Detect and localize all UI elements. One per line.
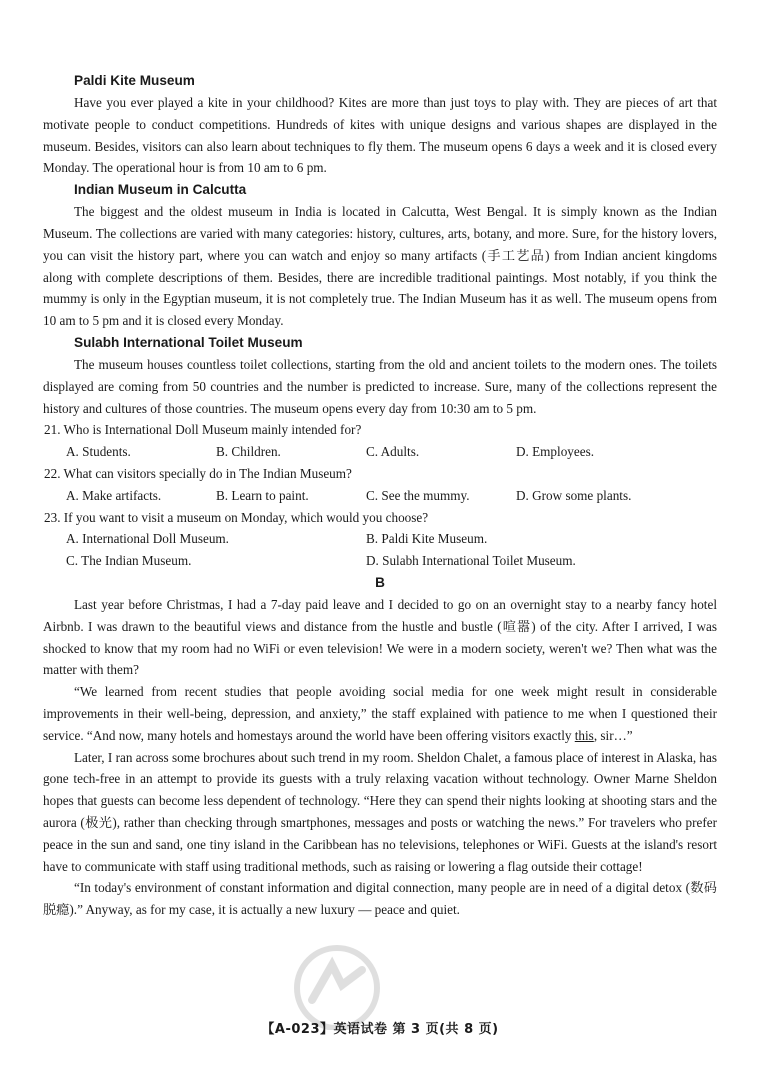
page-content [43,70,717,921]
question-22: 22. What can visitors specially do in The Indian Museum? [44,465,352,481]
option-22-c[interactable]: C. See the mummy. [366,487,470,503]
option-23-d[interactable]: D. Sulabh International Toilet Museum. [366,553,576,569]
option-22-d[interactable]: D. Grow some plants. [516,487,632,503]
page-footer: 【A-023】英语试卷 第 3 页(共 8 页) [261,1022,499,1037]
option-22-a[interactable]: A. Make artifacts. [66,487,162,503]
option-22-b[interactable]: B. Learn to paint. [216,487,309,503]
section-title-indian-museum: Indian Museum in Calcutta [74,182,247,198]
passage-b-label: B [375,574,385,590]
question-22-options [43,485,717,507]
option-21-a[interactable]: A. Students. [66,444,131,460]
question-21-options [43,441,717,463]
question-23-options-row1 [43,528,717,550]
option-23-b[interactable]: B. Paldi Kite Museum. [366,531,488,547]
section-title-paldi: Paldi Kite Museum [74,73,195,88]
option-21-b[interactable]: B. Children. [216,444,281,460]
section-text-paldi: Have you ever played a kite in your childhood? Kites are more than just toys to play with. They are pieces of art that motivate people to conduct competitions. Hundreds of kites with unique designs and various shapes are displayed in the museum. Besides, visitors can also learn about techniques to fly them. The museum opens 6 days a week and it is closed every Monday. The operational hour is from 10 am to 6 pm. [43,95,717,176]
section-title-toilet-museum: Sulabh International Toilet Museum [74,334,303,350]
option-21-c[interactable]: C. Adults. [366,444,420,460]
underlined-word: this [574,727,594,743]
passage-b-paragraph-1: Last year before Christmas, I had a 7-day paid leave and I decided to go on an overnight stay to a nearby fancy hotel Airbnb. I was drawn to the beautiful views and distance from the hustle and bustle (喧嚣) of the city. After I arrived, I was shocked to know that my room had no WiFi or even television! We were in a modern society, weren't we? Then what was the matter with them? [43,596,717,678]
passage-b-paragraph-2-tail: , sir…” [593,727,633,743]
option-23-c[interactable]: C. The Indian Museum. [66,553,192,569]
passage-b-paragraph-2 [43,681,717,746]
question-23-options-row2 [43,550,717,572]
passage-b-paragraph-4: “In today's environment of constant information and digital connection, many people are in need of a digital detox (数码脱瘾).” Anyway, as for my case, it is actually a new luxury — peace and quiet. [43,880,717,918]
option-23-a[interactable]: A. International Doll Museum. [66,531,229,547]
watermark-logo-icon [272,940,402,1030]
question-23: 23. If you want to visit a museum on Monday, which would you choose? [44,509,429,525]
passage-b-paragraph-2-body: “We learned from recent studies that people avoiding social media for one week might result in considerable improvements in their well-being, depression, and anxiety,” the staff explained with patience to me when I questioned their service. “And now, many hotels and homestays around the world have been offering visitors exactly [43,684,717,743]
question-21: 21. Who is International Doll Museum mainly intended for? [44,422,362,438]
passage-b-paragraph-3: Later, I ran across some brochures about such trend in my room. Sheldon Chalet, a famous place of interest in Alaska, has gone tech-free in an attempt to provide its guests with a truly relaxing vacation without technology. Owner Marne Sheldon hopes that guests can become less dependent of technology. “Here they can spend their nights looking at shooting stars and the aurora (极光), rather than checking through smartphones, messages and posts or watching the news.” For travelers who prefer peace in the sun and sand, one tiny island in the Caribbean has no televisions, telephones or WiFi. Guests at the island's resort have to communicate with staff using traditional methods, such as raising or lowering a flag outside their cottage! [43,749,717,874]
section-text-toilet-museum: The museum houses countless toilet collections, starting from the old and ancient toilets to the modern ones. The toilets displayed are coming from 50 countries and the number is predicted to increase. Sure, many of the collections represent the history and cultures of those countries. The museum opens every day from 10:30 am to 5 pm. [43,356,717,416]
option-21-d[interactable]: D. Employees. [516,444,595,460]
section-text-indian-museum: The biggest and the oldest museum in India is located in Calcutta, West Bengal. It is simply known as the Indian Museum. The collections are varied with many categories: history, cultures, arts, botany, and more. Sure, for the history lovers, you can visit the history part, where you can watch and enjoy so many artifacts (手工艺品) from Indian ancient kingdoms along with complete descriptions of them. Besides, there are incredible traditional paintings. Most notably, if you think the mummy is only in the Egyptian museum, it is not completely true. The Indian Museum has it as well. The museum opens from 10 am to 5 pm and it is closed every Monday. [43,204,717,329]
